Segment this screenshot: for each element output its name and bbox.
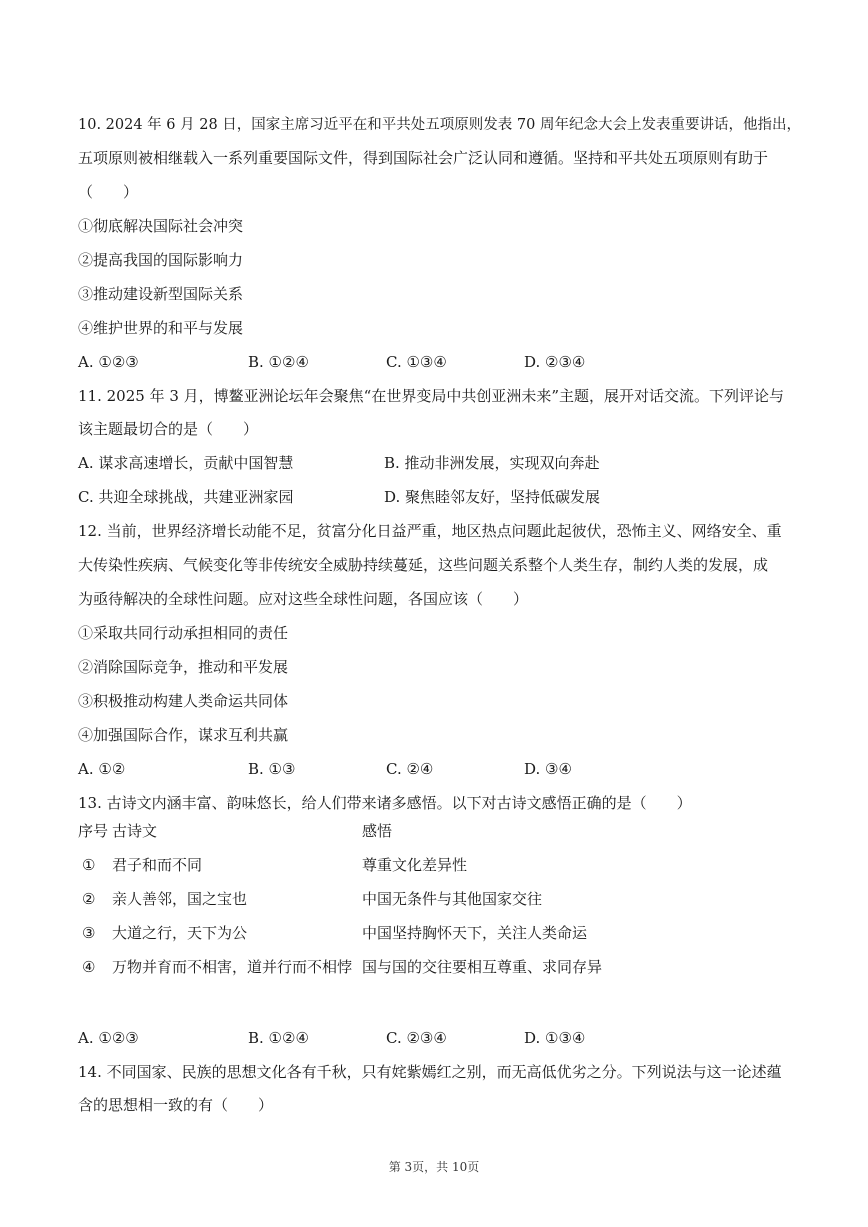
q13-row-index: ① <box>82 856 96 874</box>
q13-options <box>78 1027 778 1049</box>
table-row <box>78 956 778 978</box>
q13-row-poem: 君子和而不同 <box>112 856 203 874</box>
q11-option-c: C. 共迎全球挑战，共建亚洲家园 <box>78 488 294 506</box>
q14-stem-line-2: 含的思想相一致的有（ ） <box>78 1096 274 1114</box>
q10-options <box>78 351 778 373</box>
q13-header-poem: 古诗文 <box>112 822 158 840</box>
q11-option-d: D. 聚焦睦邻友好，坚持低碳发展 <box>384 488 601 506</box>
q12-options <box>78 758 778 780</box>
q10-item-4: ④维护世界的和平与发展 <box>78 319 244 337</box>
q10-option-d: D. ②③④ <box>524 353 586 371</box>
table-row <box>78 888 778 910</box>
q13-row-insight: 国与国的交往要相互尊重、求同存异 <box>362 958 603 976</box>
q12-option-c: C. ②④ <box>386 760 434 778</box>
q13-row-insight: 尊重文化差异性 <box>362 856 468 874</box>
q11-stem-line-2: 该主题最切合的是（ ） <box>78 420 259 438</box>
q10-stem-line-3: （ ） <box>78 183 139 201</box>
q12-option-d: D. ③④ <box>524 760 572 778</box>
q13-row-index: ③ <box>82 924 96 942</box>
q12-stem-line-2: 大传染性疾病、气候变化等非传统安全威胁持续蔓延，这些问题关系整个人类生存，制约人类的发展，成 <box>78 556 769 574</box>
q10-item-1: ①彻底解决国际社会冲突 <box>78 217 244 235</box>
q13-row-insight: 中国坚持胸怀天下，关注人类命运 <box>362 924 588 942</box>
q12-item-1: ①采取共同行动承担相同的责任 <box>78 624 289 642</box>
q10-option-a: A. ①②③ <box>78 353 139 371</box>
q13-row-index: ② <box>82 890 96 908</box>
q13-row-poem: 万物并育而不相害，道并行而不相悖 <box>112 958 353 976</box>
q13-option-b: B. ①②④ <box>248 1029 309 1047</box>
q10-option-b: B. ①②④ <box>248 353 309 371</box>
q13-row-poem: 大道之行，天下为公 <box>112 924 248 942</box>
q13-row-poem: 亲人善邻，国之宝也 <box>112 890 248 908</box>
q12-item-2: ②消除国际竞争，推动和平发展 <box>78 658 289 676</box>
q13-table-header <box>78 820 778 842</box>
q12-stem-line-3: 为亟待解决的全球性问题。应对这些全球性问题，各国应该（ ） <box>78 590 529 608</box>
q13-row-insight: 中国无条件与其他国家交往 <box>362 890 543 908</box>
q12-option-b: B. ①③ <box>248 760 296 778</box>
q13-header-index: 序号 <box>78 822 109 840</box>
q11-option-a: A. 谋求高速增长，贡献中国智慧 <box>78 454 294 472</box>
q13-option-a: A. ①②③ <box>78 1029 139 1047</box>
q13-header-insight: 感悟 <box>362 822 393 840</box>
q10-stem-line-2: 五项原则被相继载入一系列重要国际文件，得到国际社会广泛认同和遵循。坚持和平共处五项原则有助于 <box>78 149 769 167</box>
q13-option-d: D. ①③④ <box>524 1029 586 1047</box>
q10-item-3: ③推动建设新型国际关系 <box>78 285 244 303</box>
q10-option-c: C. ①③④ <box>386 353 447 371</box>
table-row <box>78 854 778 876</box>
q11-stem-line-1: 11. 2025 年 3 月，博鳌亚洲论坛年会聚焦“在世界变局中共创亚洲未来”主题，展开对话交流。下列评论与 <box>78 387 784 405</box>
page-number-footer: 第 3页，共 10页 <box>388 1160 480 1174</box>
q13-stem-line-1: 13. 古诗文内涵丰富、韵味悠长，给人们带来诸多感悟。以下对古诗文感悟正确的是（ ） <box>78 794 692 812</box>
q10-stem-line-1: 10. 2024 年 6 月 28 日，国家主席习近平在和平共处五项原则发表 70 周年纪念大会上发表重要讲话，他指出， <box>78 117 801 133</box>
q12-item-3: ③积极推动构建人类命运共同体 <box>78 692 289 710</box>
q12-stem-line-1: 12. 当前，世界经济增长动能不足，贫富分化日益严重，地区热点问题此起彼伏，恐怖主义、网络安全、重 <box>78 522 782 540</box>
table-row <box>78 922 778 944</box>
q11-option-b: B. 推动非洲发展，实现双向奔赴 <box>384 454 600 472</box>
q10-item-2: ②提高我国的国际影响力 <box>78 251 244 269</box>
q11-options-row-1 <box>78 452 778 474</box>
q12-option-a: A. ①② <box>78 760 126 778</box>
q13-row-index: ④ <box>82 958 96 976</box>
q11-options-row-2 <box>78 486 778 508</box>
q14-stem-line-1: 14. 不同国家、民族的思想文化各有千秋，只有姹紫嫣红之别，而无高低优劣之分。下列说法与这一论述蕴 <box>78 1063 782 1081</box>
q13-option-c: C. ②③④ <box>386 1029 447 1047</box>
q12-item-4: ④加强国际合作，谋求互利共赢 <box>78 726 289 744</box>
